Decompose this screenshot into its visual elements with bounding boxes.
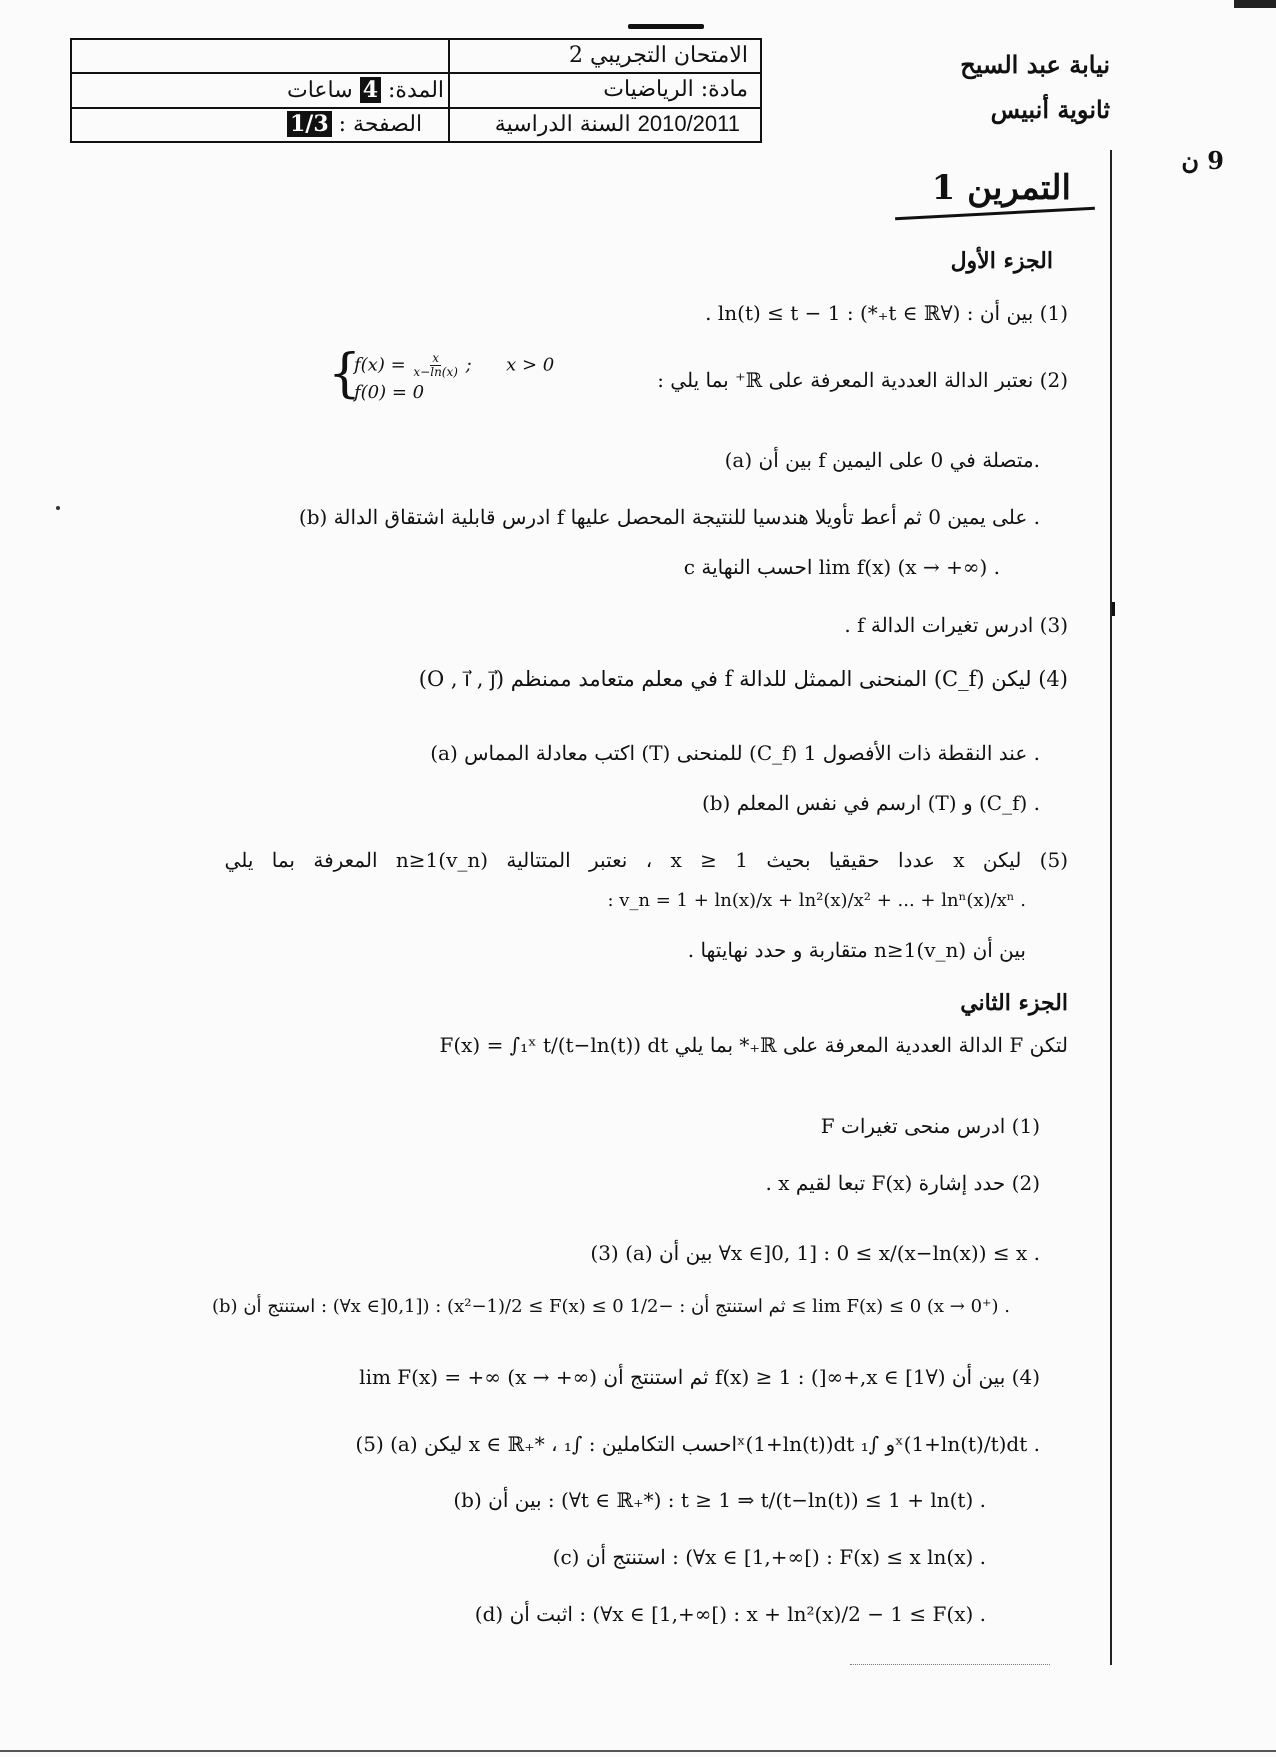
part2-q5c: (c) استنتج أن : (∀x ∈ [1,+∞[) : F(x) ≤ x ln(x) . [552, 1545, 986, 1569]
page-label: الصفحة : [338, 112, 423, 137]
part2-q3b: (b) استنتج أن : (∀x ∈]0,1]) : (x²−1)/2 ≤ F(x) ≤ 0 ثم استنتج أن : −1/2 ≤ lim F(x) ≤ 0 (x → 0⁺) . [212, 1296, 1010, 1317]
part2-intro: لتكن F الدالة العددية المعرفة على ℝ₊* بما يلي F(x) = ∫₁ˣ t/(t−ln(t)) dt [439, 1033, 1068, 1057]
system-line1-den: x−ln(x) [413, 365, 458, 379]
header-table [70, 38, 762, 143]
school-year [495, 109, 748, 140]
directorate: نيابة عبد السيح [960, 50, 1110, 79]
part1-q5-line2: : v_n = 1 + ln(x)/x + ln²(x)/x² + ... + lnⁿ(x)/xⁿ . [607, 890, 1026, 911]
bottom-rule [0, 1750, 1276, 1752]
part1-q1: (1) بين أن : (∀t ∈ ℝ₊*) : ln(t) ≤ t − 1 . [705, 301, 1068, 325]
part1-q5-line3: بين أن (v_n)n≥1 متقاربة و حدد نهايتها . [687, 938, 1026, 962]
scan-speck [1112, 602, 1115, 616]
exam-title: الامتحان التجريبي 2 [568, 43, 748, 68]
exercise-title-underline [895, 207, 1095, 220]
scan-dots [850, 1664, 1050, 1666]
duration-unit: ساعات [287, 78, 353, 103]
system-line1-cond: ; x > 0 [465, 354, 555, 376]
duration [287, 75, 444, 106]
part2-q4: (4) بين أن (∀x ∈ [1,+∞[) : f(x) ≥ 1 ثم استنتج أن lim F(x) = +∞ (x → +∞) [359, 1365, 1040, 1389]
scan-speck [56, 506, 60, 510]
page-value: 1/3 [287, 111, 332, 137]
part2-title: الجزء الثاني [960, 990, 1068, 1016]
school-year-label: السنة الدراسية [494, 112, 631, 137]
school-year-value: 2010/2011 [637, 111, 740, 136]
system-line2: f(0) = 0 [354, 382, 425, 403]
part1-q4b: (b) ارسم في نفس المعلم (T) و (C_f) . [701, 791, 1040, 815]
system-line1-num: x [432, 351, 440, 365]
duration-value: 4 [360, 77, 381, 103]
exercise-title: التمرين 1 [931, 168, 1071, 208]
part2-q1: (1) ادرس منحى تغيرات F [820, 1114, 1040, 1138]
part1-q2b: (b) ادرس قابلية اشتقاق الدالة f على يمين 0 ثم أعط تأويلا هندسيا للنتيجة المحصل عليها . [298, 505, 1040, 529]
part1-q4: (4) ليكن (C_f) المنحنى الممثل للدالة f في معلم متعامد ممنظم (O , i⃗ , j⃗) [418, 667, 1068, 691]
part1-q3: (3) ادرس تغيرات الدالة f . [844, 613, 1068, 637]
system-line1-fraction [413, 352, 458, 379]
school-name: ثانوية أنبيس [990, 95, 1110, 124]
part1-q2-system [328, 344, 628, 408]
system-line1-lhs: f(x) = [354, 354, 406, 376]
part2-q3a: (3) (a) بين أن ∀x ∈]0, 1] : 0 ≤ x/(x−ln(x)) ≤ x . [590, 1241, 1040, 1265]
part2-q5d: (d) اثبت أن : (∀x ∈ [1,+∞[) : x + ln²(x)/2 − 1 ≤ F(x) . [474, 1602, 986, 1626]
header-divider-vertical [448, 40, 450, 141]
part1-q2-text: (2) نعتبر الدالة العددية المعرفة على ℝ⁺ بما يلي : [657, 368, 1068, 392]
part2-q2: (2) حدد إشارة F(x) تبعا لقيم x . [765, 1171, 1040, 1195]
system-brace: { [328, 344, 362, 404]
part1-q2c: c احسب النهاية lim f(x) (x → +∞) . [683, 555, 1000, 579]
right-margin-rule [1110, 150, 1112, 1665]
part2-q5a: (5) (a) ليكن x ∈ ℝ₊* ، احسب التكاملين : ∫₁ˣ(1+ln(t))dt و ∫₁ˣ(1+ln(t)/t)dt . [355, 1432, 1040, 1456]
part1-q2a: (a) بين أن f متصلة في 0 على اليمين. [724, 448, 1040, 472]
part1-title: الجزء الأول [950, 248, 1053, 274]
part1-q5-line1: (5) ليكن x عددا حقيقيا بحيث x ≥ 1 ، نعتبر المتتالية (v_n)n≥1 المعرفة بما يلي [224, 848, 1068, 872]
system-line1 [354, 352, 554, 379]
subject: مادة: الرياضيات [603, 77, 748, 102]
duration-label: المدة: [388, 78, 445, 103]
page-number [287, 109, 422, 140]
part1-q4a: (a) اكتب معادلة المماس (T) للمنحنى (C_f) عند النقطة ذات الأفصول 1 . [430, 741, 1040, 765]
part2-q5b: (b) بين أن : (∀t ∈ ℝ₊*) : t ≥ 1 ⇒ t/(t−ln(t)) ≤ 1 + ln(t) . [453, 1488, 986, 1512]
top-scan-mark [628, 24, 704, 29]
points-badge: 9 ن [1181, 146, 1224, 175]
top-corner-mark [1234, 0, 1276, 8]
header-divider-1 [72, 72, 760, 74]
